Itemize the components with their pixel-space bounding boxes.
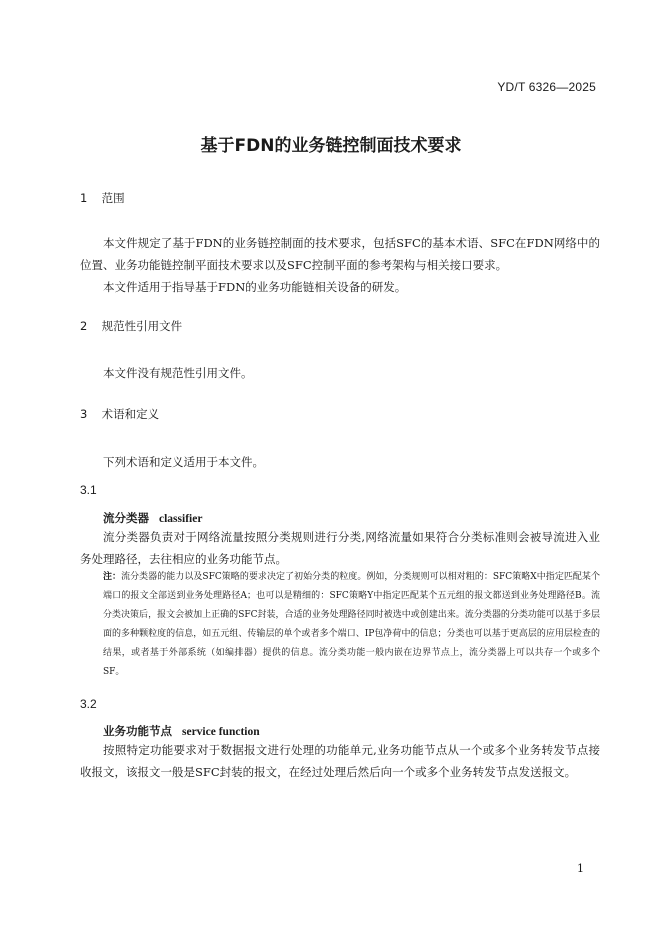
term-heading (103, 723, 260, 739)
section-title: 规范性引用文件 (101, 319, 183, 333)
clause-number: 3.1 (80, 483, 97, 497)
section-number: 2 (80, 319, 88, 333)
page-number: 1 (577, 862, 584, 875)
section-title: 范围 (101, 191, 125, 205)
document-code: YD/T 6326—2025 (497, 80, 596, 94)
section-heading-terms-definitions (80, 406, 159, 422)
section-title: 术语和定义 (101, 407, 160, 421)
section-heading-scope (80, 190, 125, 206)
note-label: 注： (103, 572, 122, 582)
page-title: 基于FDN的业务链控制面技术要求 (200, 136, 462, 156)
term-zh: 业务功能节点 (103, 724, 172, 738)
paragraph: 本文件适用于指导基于FDN的业务功能链相关设备的研发。 (103, 280, 407, 294)
term-note (103, 568, 600, 682)
section-number: 1 (80, 191, 88, 205)
note-text: 流分类器的能力以及SFC策略的要求决定了初始分类的粒度。例如，分类规则可以相对粗的：SFC策略X中指定匹配某个端口的报文全部送到业务处理路径A；也可以是精细的：SFC策略Y中指定匹配某个五元组的报文都送到业务处理路径B。流分类决策后，报文会被加上正确的SFC封装，合适的业务处理路径同时被选中或创建出来。流分类器的分类功能可以基于多层面的多种颗粒度的信息，如五元组、传输层的单个或者多个端口、IP包净荷中的信息；分类也可以基于更高层的应用层检查的结果，或者基于外部系统（如编排器）提供的信息。流分类功能一般内嵌在边界节点上，流分类器上可以共存一个或多个SF。 (103, 572, 600, 677)
term-zh: 流分类器 (103, 511, 149, 525)
term-en: service function (182, 726, 260, 738)
paragraph: 本文件没有规范性引用文件。 (103, 366, 253, 380)
term-definition: 流分类器负责对于网络流量按照分类规则进行分类,网络流量如果符合分类标准则会被导流进入业务处理路径，去往相应的业务功能节点。 (80, 530, 600, 566)
paragraph: 本文件规定了基于FDN的业务链控制面的技术要求，包括SFC的基本术语、SFC在FDN网络中的位置、业务功能链控制平面技术要求以及SFC控制平面的参考架构与相关接口要求。 (80, 236, 600, 272)
section-number: 3 (80, 407, 88, 421)
section-heading-normative-references (80, 318, 182, 334)
paragraph: 下列术语和定义适用于本文件。 (103, 455, 264, 469)
term-en: classifier (159, 513, 203, 525)
clause-number: 3.2 (80, 697, 97, 711)
term-definition: 按照特定功能要求对于数据报文进行处理的功能单元,业务功能节点从一个或多个业务转发节点接收报文，该报文一般是SFC封装的报文，在经过处理后然后向一个或多个业务转发节点发送报文。 (80, 743, 600, 779)
term-heading (103, 510, 202, 526)
